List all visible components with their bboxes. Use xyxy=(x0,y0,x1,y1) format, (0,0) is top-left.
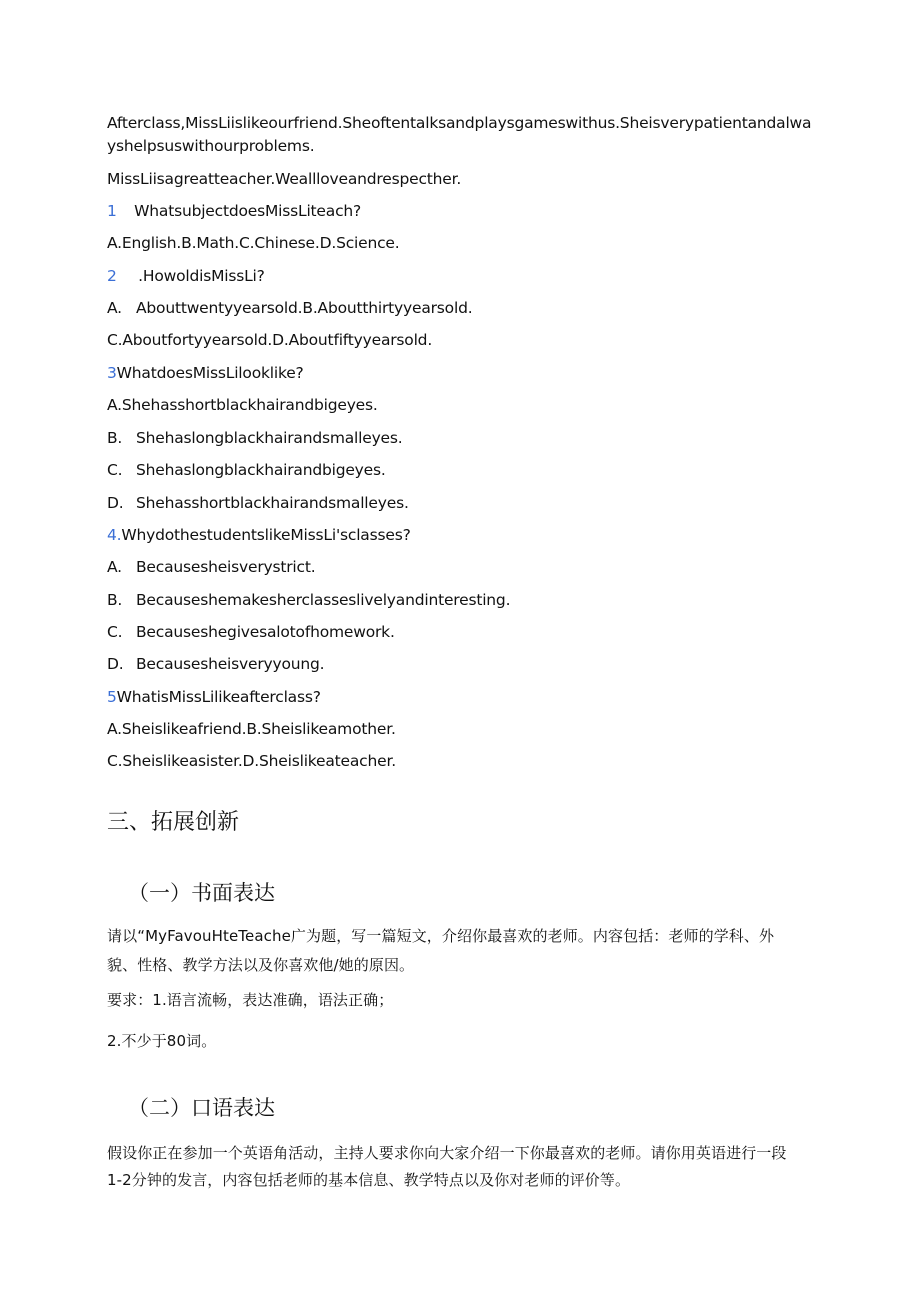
option-line xyxy=(107,558,315,576)
question-number: 4. xyxy=(107,526,122,544)
option-line: A.Sheislikeafriend.B.Sheislikeamother. xyxy=(107,720,396,738)
writing-requirement: 要求：1.语言流畅，表达准确，语法正确； xyxy=(107,991,394,1009)
option-letter: C. xyxy=(107,461,123,479)
option-line xyxy=(107,461,386,479)
option-text: Shehaslongblackhairandsmalleyes. xyxy=(136,429,403,447)
writing-prompt: 请以“MyFavouHteTeache广为题，写一篇短文，介绍你最喜欢的老师。内容包括：老师的学科、外 xyxy=(107,927,775,945)
writing-requirement: 2.不少于80词。 xyxy=(107,1032,217,1050)
option-letter: A. xyxy=(107,558,122,576)
question-number: 1 xyxy=(107,202,117,220)
question-2 xyxy=(107,267,265,285)
option-line xyxy=(107,591,510,609)
option-line xyxy=(107,655,324,673)
option-line xyxy=(107,429,403,447)
option-letter: D. xyxy=(107,655,124,673)
speaking-prompt: 假设你正在参加一个英语角活动，主持人要求你向大家介绍一下你最喜欢的老师。请你用英语进行一段 xyxy=(107,1144,787,1162)
option-letter: B. xyxy=(107,429,123,447)
question-3 xyxy=(107,364,304,382)
option-text: Becauseshegivesalotofhomework. xyxy=(136,623,395,641)
option-line xyxy=(107,494,409,512)
question-number: 3 xyxy=(107,364,117,382)
option-text: Shehasshortblackhairandsmalleyes. xyxy=(136,494,409,512)
option-text: Shehaslongblackhairandbigeyes. xyxy=(136,461,386,479)
writing-prompt: 貌、性格、教学方法以及你喜欢他/她的原因。 xyxy=(107,956,415,974)
question-options: A.English.B.Math.C.Chinese.D.Science. xyxy=(107,234,400,252)
option-letter: C. xyxy=(107,623,123,641)
option-text: Becauseshemakesherclasseslivelyandinteresting. xyxy=(136,591,511,609)
passage-line: yshelpsuswithourproblems. xyxy=(107,137,315,155)
option-letter: D. xyxy=(107,494,124,512)
option-text: Becausesheisverystrict. xyxy=(136,558,316,576)
subsection-heading-writing: （一）书面表达 xyxy=(128,881,275,905)
question-4 xyxy=(107,526,411,544)
question-text: .HowoldisMissLi? xyxy=(138,267,265,285)
option-text: Becausesheisveryyoung. xyxy=(136,655,325,673)
option-line: C.Sheislikeasister.D.Sheislikeateacher. xyxy=(107,752,396,770)
option-line xyxy=(107,623,395,641)
passage-line: MissLiisagreatteacher.Weallloveandrespecther. xyxy=(107,170,462,188)
subsection-heading-speaking: （二）口语表达 xyxy=(128,1096,275,1120)
question-5 xyxy=(107,688,321,706)
speaking-prompt: 1-2分钟的发言，内容包括老师的基本信息、教学特点以及你对老师的评价等。 xyxy=(107,1171,631,1189)
question-number: 2 xyxy=(107,267,117,285)
option-letter: A. xyxy=(107,299,122,317)
question-1 xyxy=(107,202,361,220)
option-line: A.Shehasshortblackhairandbigeyes. xyxy=(107,396,378,414)
option-line xyxy=(107,299,472,317)
section-heading: 三、拓展创新 xyxy=(107,810,240,835)
question-text: WhatsubjectdoesMissLiteach? xyxy=(134,202,362,220)
option-line: C.Aboutfortyyearsold.D.Aboutfiftyyearsold. xyxy=(107,331,433,349)
passage-line: Afterclass,MissLiislikeourfriend.Sheoftentalksandplaysgameswithus.Sheisverypatientandalwa xyxy=(107,114,812,132)
question-text: WhatdoesMissLilooklike? xyxy=(116,364,304,382)
question-number: 5 xyxy=(107,688,117,706)
option-text: Abouttwentyyearsold.B.Aboutthirtyyearsold. xyxy=(136,299,473,317)
question-text: WhatisMissLilikeafterclass? xyxy=(116,688,321,706)
question-text: WhydothestudentslikeMissLi'sclasses? xyxy=(121,526,411,544)
option-letter: B. xyxy=(107,591,123,609)
